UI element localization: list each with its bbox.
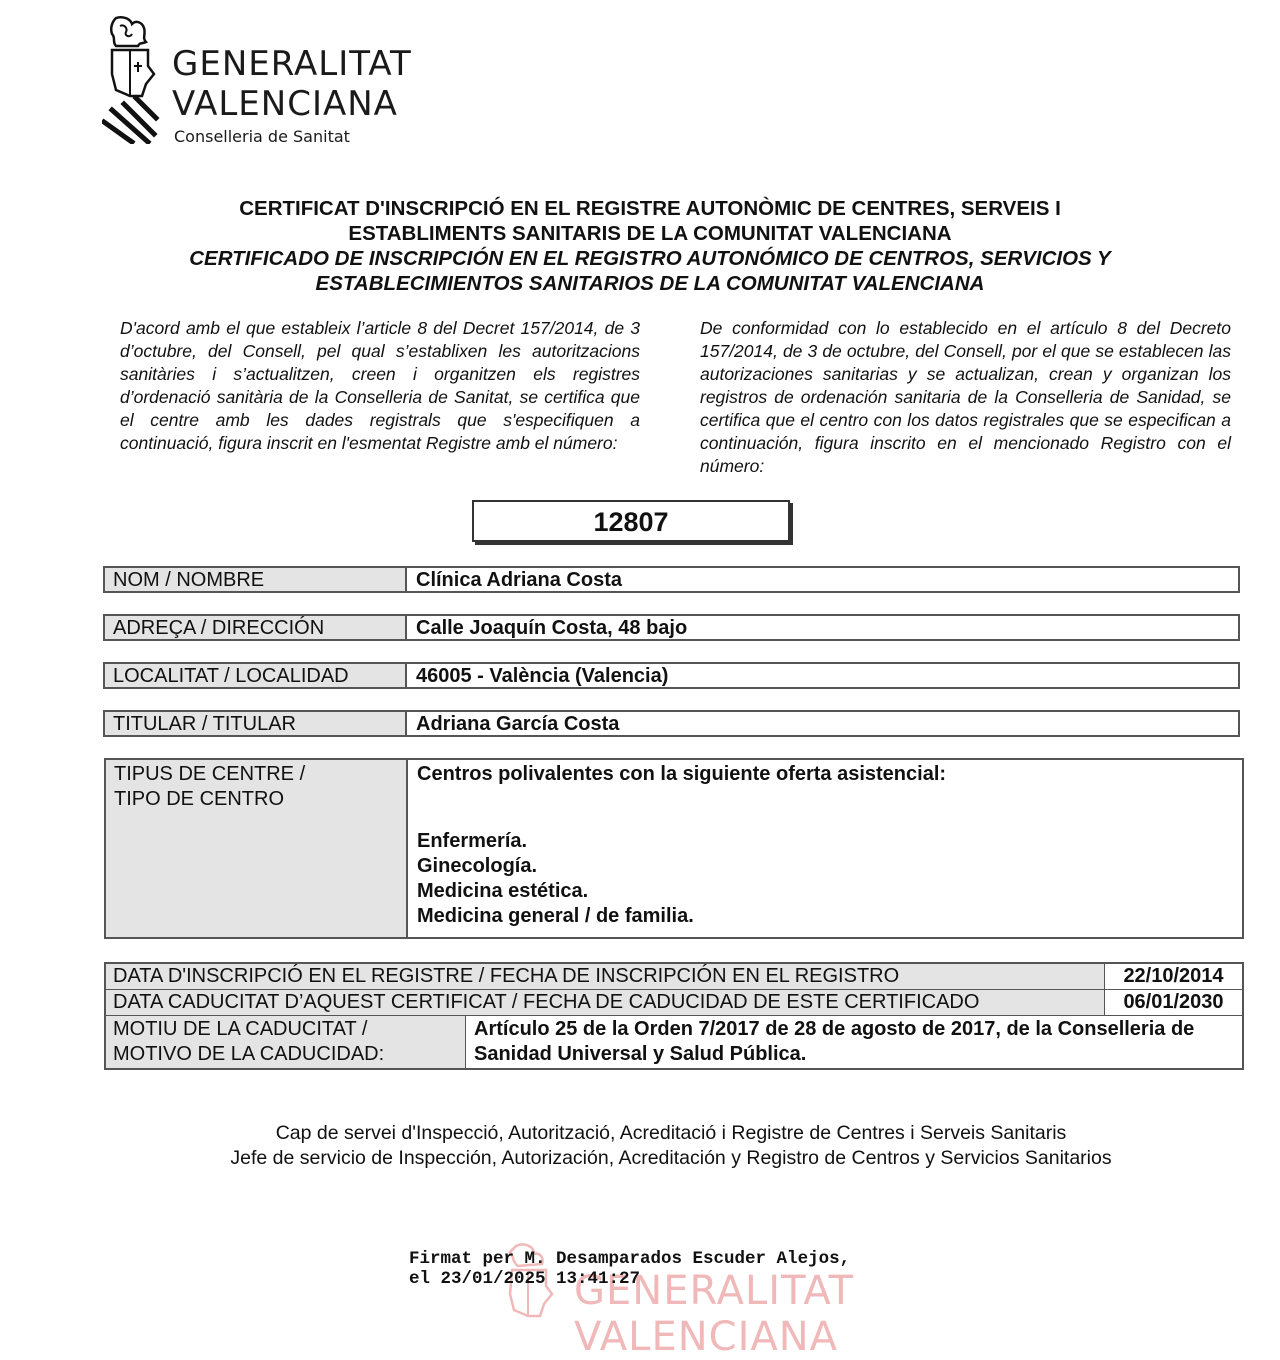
field-value xyxy=(408,760,1242,937)
title-ca-line2: ESTABLIMENTS SANITARIS DE LA COMUNITAT VALENCIANA xyxy=(348,222,952,245)
date-row-expiry-reason xyxy=(106,1016,1242,1068)
field-value: 46005 - València (Valencia) xyxy=(416,665,669,687)
logo-title xyxy=(172,44,412,124)
care-offer-item: Medicina general / de familia. xyxy=(417,905,694,927)
title-es-line1: CERTIFICADO DE INSCRIPCIÓN EN EL REGISTRO AUTONÓMICO DE CENTROS, SERVICIOS Y xyxy=(189,247,1111,270)
label-line1: TIPUS DE CENTRE / xyxy=(114,763,306,785)
date-row-expiry xyxy=(106,990,1242,1016)
reason-label xyxy=(106,1016,466,1068)
field-label: ADREÇA / DIRECCIÓN xyxy=(105,616,407,639)
field-row-name xyxy=(103,566,1240,593)
coat-of-arms-icon xyxy=(102,14,160,144)
signer-role-ca: Cap de servei d'Inspecció, Autorització, Acreditació i Registre de Centres i Serveis Sanitaris xyxy=(275,1122,1067,1144)
field-label: LOCALITAT / LOCALIDAD xyxy=(105,664,407,687)
field-row-centre-type xyxy=(104,758,1244,939)
dates-table xyxy=(104,962,1244,1070)
field-row-address xyxy=(103,614,1240,641)
signer-role xyxy=(100,1121,1242,1171)
registry-number: 12807 xyxy=(472,500,790,542)
field-value: Clínica Adriana Costa xyxy=(416,569,622,591)
generalitat-logo xyxy=(102,14,432,154)
date-row-inscription xyxy=(106,964,1242,990)
care-offer-list xyxy=(417,829,1233,929)
field-value: Calle Joaquín Costa, 48 bajo xyxy=(416,617,688,639)
digital-signature xyxy=(409,1249,850,1289)
logo-line2: VALENCIANA xyxy=(172,84,398,124)
field-label: NOM / NOMBRE xyxy=(105,568,407,591)
field-label: TITULAR / TITULAR xyxy=(105,712,407,735)
date-label: DATA D'INSCRIPCIÓ EN EL REGISTRE / FECHA DE INSCRIPCIÓN EN EL REGISTRO xyxy=(106,964,1105,989)
date-value: 06/01/2030 xyxy=(1123,991,1224,1013)
reason-value: Artículo 25 de la Orden 7/2017 de 28 de agosto de 2017, de la Conselleria de Sanidad Universal y Salud Pública. xyxy=(474,1018,1195,1065)
date-label: DATA CADUCITAT D’AQUEST CERTIFICAT / FECHA DE CADUCIDAD DE ESTE CERTIFICADO xyxy=(106,990,1105,1015)
field-label xyxy=(106,760,408,937)
care-offer-item: Enfermería. xyxy=(417,830,528,852)
field-row-holder xyxy=(103,710,1240,737)
label-line2: TIPO DE CENTRO xyxy=(114,788,285,810)
watermark-line1: GENERALITAT xyxy=(574,1268,855,1314)
intro-catalan: D'acord amb el que estableix l’article 8 del Decret 157/2014, de 3 d’octubre, del Consell, pel qual s’establixen les autoritzacions sanitàries i s’actualitzen, creen i organitzen els registres d’ordenació sanitària de la Conselleria de Sanitat, se certifica que el centre amb les dades registrals que s'especifiquen a continuació, figura inscrit en l'esmentat Registre amb el número: xyxy=(120,318,640,453)
document-title xyxy=(100,196,1200,296)
field-value: Adriana García Costa xyxy=(416,713,620,735)
logo-line1: GENERALITAT xyxy=(172,44,412,84)
title-ca-line1: CERTIFICAT D'INSCRIPCIÓ EN EL REGISTRE AUTONÒMIC DE CENTRES, SERVEIS I xyxy=(239,197,1061,220)
care-offer-item: Medicina estética. xyxy=(417,880,589,902)
label-line2: MOTIVO DE LA CADUCIDAD: xyxy=(113,1043,385,1065)
logo-subtitle: Conselleria de Sanitat xyxy=(174,127,350,146)
centre-type-description: Centros polivalentes con la siguiente oferta asistencial: xyxy=(417,763,947,785)
signer-role-es: Jefe de servicio de Inspección, Autorización, Acreditación y Registro de Centros y Servicios Sanitarios xyxy=(230,1147,1112,1169)
watermark-line2: VALENCIANA xyxy=(574,1314,839,1360)
intro-spanish: De conformidad con lo establecido en el artículo 8 del Decreto 157/2014, de 3 de octubre, del Consell, por el que se establecen las autorizaciones sanitarias y se actualizan, crean y organizan los registros de ordenación sanitaria de la Conselleria de Sanidad, se certifica que el centro con los datos registrales que se especifican a continuación, figura inscrito en el mencionado Registro con el número: xyxy=(700,318,1231,476)
care-offer-item: Ginecología. xyxy=(417,855,538,877)
signature-timestamp: el 23/01/2025 13:41:27 xyxy=(409,1269,641,1289)
field-row-locality xyxy=(103,662,1240,689)
signature-line1: Firmat per M. Desamparados Escuder Alejos, xyxy=(409,1249,851,1269)
date-value: 22/10/2014 xyxy=(1123,965,1224,987)
label-line1: MOTIU DE LA CADUCITAT / xyxy=(113,1018,368,1040)
title-es-line2: ESTABLECIMIENTOS SANITARIOS DE LA COMUNITAT VALENCIANA xyxy=(315,272,985,295)
